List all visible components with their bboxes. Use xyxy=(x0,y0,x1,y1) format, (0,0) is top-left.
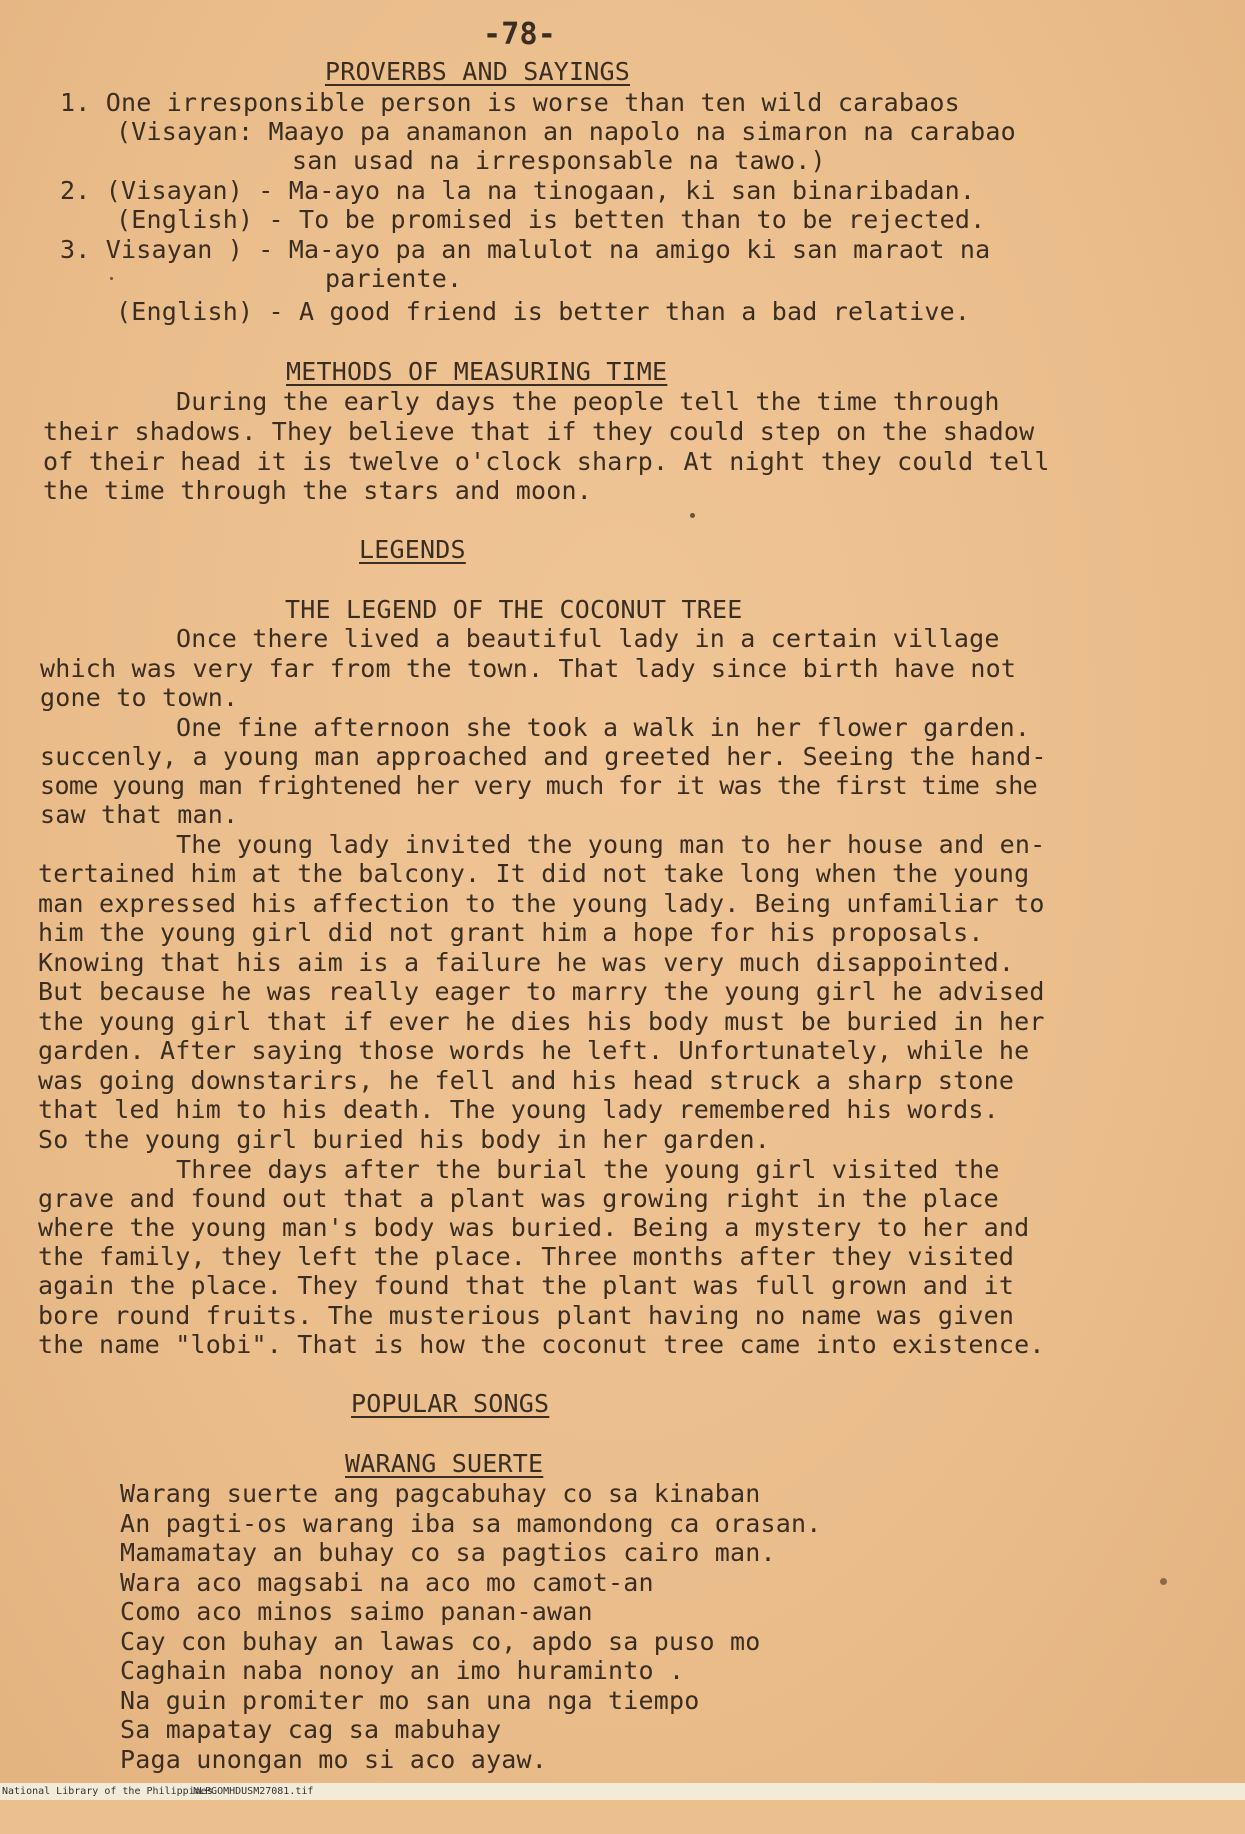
legend-line: garden. After saying those words he left. Unfortunately, while he xyxy=(38,1036,1030,1065)
proverb-line: 2. (Visayan) - Ma-ayo na la na tinogaan, ki san binaribadan. xyxy=(60,176,976,205)
proverb-line: (English) - To be promised is betten than to be rejected. xyxy=(116,205,986,234)
scan-footer xyxy=(0,1783,1245,1800)
proverbs-heading: PROVERBS AND SAYINGS xyxy=(325,57,631,86)
proverb-line: pariente. xyxy=(325,264,463,293)
proverb-line: (Visayan: Maayo pa anamanon an napolo na simaron na carabao xyxy=(116,117,1016,146)
legend-line: was going downstarirs, he fell and his head struck a sharp stone xyxy=(38,1066,1015,1095)
legend-line: saw that man. xyxy=(40,800,239,829)
methods-line: their shadows. They believe that if they could step on the shadow xyxy=(43,417,1035,446)
legend-line: that led him to his death. The young lady remembered his words. xyxy=(38,1095,999,1124)
legend-line: The young lady invited the young man to her house and en- xyxy=(176,830,1046,859)
song-line: Cay con buhay an lawas co, apdo sa puso mo xyxy=(120,1627,761,1656)
legend-title: THE LEGEND OF THE COCONUT TREE xyxy=(285,595,743,624)
methods-heading: METHODS OF MEASURING TIME xyxy=(286,357,668,386)
song-line: Mamamatay an buhay co sa pagtios cairo man. xyxy=(120,1538,776,1567)
proverb-line: 3. Visayan ) - Ma-ayo pa an malulot na amigo ki san maraot na xyxy=(60,235,991,264)
ink-speck xyxy=(1160,1578,1167,1585)
legend-line: gone to town. xyxy=(40,683,239,712)
ink-speck xyxy=(110,277,113,280)
methods-line: During the early days the people tell the time through xyxy=(176,387,1000,416)
songs-heading: POPULAR SONGS xyxy=(351,1389,550,1418)
legend-line: again the place. They found that the plant was full grown and it xyxy=(38,1271,1015,1300)
legends-heading: LEGENDS xyxy=(359,535,466,564)
legend-line: the family, they left the place. Three months after they visited xyxy=(38,1242,1015,1271)
legend-line: where the young man's body was buried. Being a mystery to her and xyxy=(38,1213,1030,1242)
legend-line: man expressed his affection to the young lady. Being unfamiliar to xyxy=(38,889,1045,918)
legend-line: Three days after the burial the young girl visited the xyxy=(176,1155,1000,1184)
song-line: Na guin promiter mo san una nga tiempo xyxy=(120,1686,700,1715)
methods-line: of their head it is twelve o'clock sharp. At night they could tell xyxy=(43,447,1050,476)
song-line: Sa mapatay cag sa mabuhay xyxy=(120,1715,502,1744)
legend-line: Once there lived a beautiful lady in a certain village xyxy=(176,624,1000,653)
song-line: Como aco minos saimo panan-awan xyxy=(120,1597,593,1626)
footer-library: National Library of the Philippines xyxy=(2,1786,213,1797)
legend-line: tertained him at the balcony. It did not take long when the young xyxy=(38,859,1030,888)
legend-line: succenly, a young man approached and greeted her. Seeing the hand- xyxy=(40,742,1047,771)
footer-filename: NLPGOMHDUSM27081.tif xyxy=(193,1786,314,1797)
legend-line: the young girl that if ever he dies his body must be buried in her xyxy=(38,1007,1045,1036)
proverb-line: (English) - A good friend is better than a bad relative. xyxy=(116,297,971,326)
legend-line: grave and found out that a plant was growing right in the place xyxy=(38,1184,999,1213)
proverb-line: 1. One irresponsible person is worse than ten wild carabaos xyxy=(60,88,960,117)
legend-line: Knowing that his aim is a failure he was very much disappointed. xyxy=(38,948,1015,977)
legend-line: One fine afternoon she took a walk in her flower garden. xyxy=(176,713,1031,742)
legend-line: So the young girl buried his body in her garden. xyxy=(38,1125,771,1154)
song-line: Wara aco magsabi na aco mo camot-an xyxy=(120,1568,654,1597)
song-title: WARANG SUERTE xyxy=(345,1449,544,1478)
methods-line: the time through the stars and moon. xyxy=(43,476,593,505)
legend-line: the name "lobi". That is how the coconut tree came into existence. xyxy=(38,1330,1045,1359)
song-line: Warang suerte ang pagcabuhay co sa kinaban xyxy=(120,1479,761,1508)
song-line: An pagti-os warang iba sa mamondong ca orasan. xyxy=(120,1509,822,1538)
song-line: Caghain naba nonoy an imo huraminto . xyxy=(120,1656,685,1685)
ink-speck xyxy=(690,513,695,518)
page-number: -78- xyxy=(483,17,557,52)
legend-line: But because he was really eager to marry the young girl he advised xyxy=(38,977,1045,1006)
proverb-line: san usad na irresponsable na tawo.) xyxy=(292,146,826,175)
legend-line: bore round fruits. The musterious plant having no name was given xyxy=(38,1301,1015,1330)
legend-line: some young man frightened her very much for it was the first time she xyxy=(40,771,1038,800)
song-line: Paga unongan mo si aco ayaw. xyxy=(120,1745,548,1774)
legend-line: which was very far from the town. That lady since birth have not xyxy=(40,654,1017,683)
legend-line: him the young girl did not grant him a hope for his proposals. xyxy=(38,918,984,947)
